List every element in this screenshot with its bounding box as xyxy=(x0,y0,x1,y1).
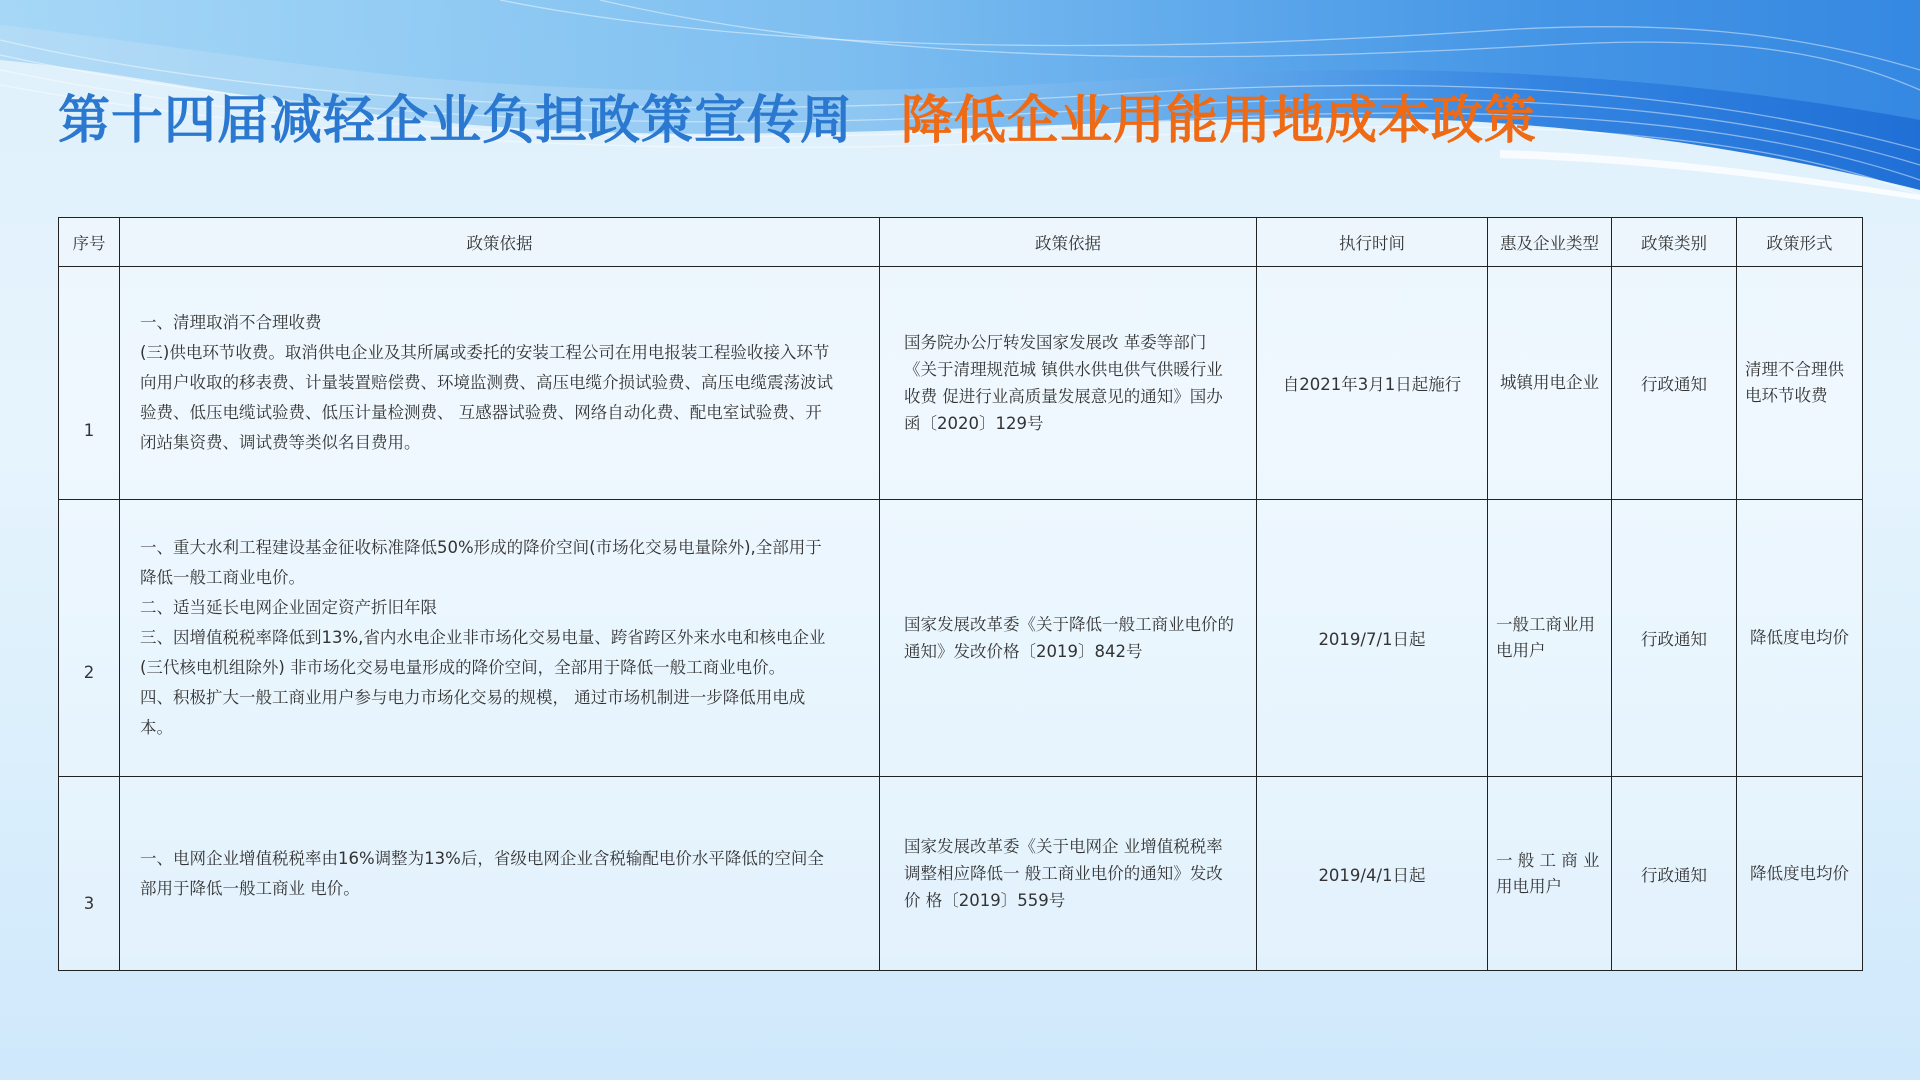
cell-policy-category: 行政通知 xyxy=(1612,777,1737,971)
cell-serial: 3 xyxy=(59,777,120,971)
basis-paragraph: 一、重大水利工程建设基金征收标准降低50%形成的降价空间(市场化交易电量除外),全部用于降低一般工商业电价。 xyxy=(140,538,822,587)
header-policy-basis: 政策依据 xyxy=(120,218,880,267)
cell-effective-time: 自2021年3月1日起施行 xyxy=(1257,267,1488,500)
header-policy-form: 政策形式 xyxy=(1737,218,1863,267)
cell-policy-document: 国家发展改革委《关于电网企 业增值税税率调整相应降低一 般工商业电价的通知》发改价 格〔2019〕559号 xyxy=(880,777,1257,971)
cell-policy-document: 国务院办公厅转发国家发展改 革委等部门《关于清理规范城 镇供水供电供气供暖行业收费 促进行业高质量发展意见的通知》国办函〔2020〕129号 xyxy=(880,267,1257,500)
basis-paragraph: 四、积极扩大一般工商业用户参与电力市场化交易的规模， 通过市场机制进一步降低用电成本。 xyxy=(140,688,806,737)
cell-serial: 2 xyxy=(59,500,120,777)
cell-enterprise-type: 城镇用电企业 xyxy=(1488,267,1612,500)
header-enterprise-type: 惠及企业类型 xyxy=(1488,218,1612,267)
basis-paragraph: (三)供电环节收费。取消供电企业及其所属或委托的安装工程公司在用电报装工程验收接入环节向用户收取的移表费、计量装置赔偿费、环境监测费、高压电缆介损试验费、高压电缆震荡波试验费、低压电缆试验费、低压计量检测费、 互感器试验费、网络自动化费、配电室试验费、开闭站集资费、调试费等类似名目费用。 xyxy=(140,343,833,452)
cell-policy-form: 降低度电均价 xyxy=(1737,777,1863,971)
table-header-row xyxy=(59,218,1863,267)
title-campaign: 第十四届减轻企业负担政策宣传周 xyxy=(58,91,854,151)
cell-policy-document: 国家发展改革委《关于降低一般工商业电价的通知》发改价格〔2019〕842号 xyxy=(880,500,1257,777)
cell-policy-category: 行政通知 xyxy=(1612,267,1737,500)
cell-effective-time: 2019/7/1日起 xyxy=(1257,500,1488,777)
cell-policy-basis xyxy=(120,500,880,777)
table-row xyxy=(59,500,1863,777)
header-serial: 序号 xyxy=(59,218,120,267)
cell-enterprise-type: 一 般 工 商 业 用电用户 xyxy=(1488,777,1612,971)
cell-serial: 1 xyxy=(59,267,120,500)
title-topic: 降低企业用能用地成本政策 xyxy=(901,91,1538,151)
cell-policy-form: 清理不合理供电环节收费 xyxy=(1737,267,1863,500)
basis-paragraph: 一、电网企业增值税税率由16%调整为13%后，省级电网企业含税输配电价水平降低的空间全部用于降低一般工商业 电价。 xyxy=(140,848,824,898)
basis-paragraph: 三、因增值税税率降低到13%,省内水电企业非市场化交易电量、跨省跨区外来水电和核电企业(三代核电机组除外) 非市场化交易电量形成的降价空间，全部用于降低一般工商业电价。 xyxy=(140,628,826,677)
header-policy-document: 政策依据 xyxy=(880,218,1257,267)
basis-paragraph: 二、适当延长电网企业固定资产折旧年限 xyxy=(140,598,437,617)
header-effective-time: 执行时间 xyxy=(1257,218,1488,267)
cell-policy-form: 降低度电均价 xyxy=(1737,500,1863,777)
policy-table xyxy=(58,217,1863,971)
table-row xyxy=(59,777,1863,971)
basis-paragraph: 一、清理取消不合理收费 xyxy=(140,313,322,332)
cell-policy-basis xyxy=(120,267,880,500)
cell-policy-category: 行政通知 xyxy=(1612,500,1737,777)
cell-policy-basis xyxy=(120,777,880,971)
table-row xyxy=(59,267,1863,500)
header-policy-category: 政策类别 xyxy=(1612,218,1737,267)
page-title xyxy=(58,78,1537,153)
cell-effective-time: 2019/4/1日起 xyxy=(1257,777,1488,971)
cell-enterprise-type: 一般工商业用电用户 xyxy=(1488,500,1612,777)
